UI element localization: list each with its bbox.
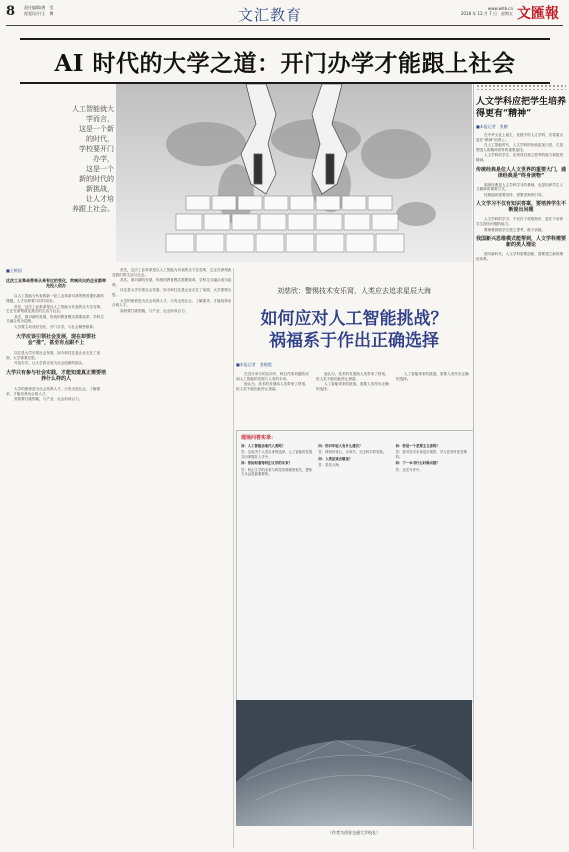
mid-title-line2: 祸福系于作出正确选择 [269, 331, 439, 351]
paragraph: 阅读经典是人文学科学习的基础，也是培养学生人文精神的重要方式。 [476, 182, 564, 192]
quote-line: 新挑战， [86, 185, 114, 193]
quote-line: 新的时代的 [79, 175, 114, 183]
mid-title-line1: 如何应对人工智能挑战？ [260, 309, 448, 329]
qa-question: 问：下一本书什么时候出版？ [395, 461, 440, 466]
quote-line: 学校要开门 [79, 145, 114, 153]
paragraph: 经典阅读需要坚持，需要老师的引导。 [484, 192, 546, 197]
paragraph: 大学的使命是为社会培养人才，只有走进社会、了解需求，才能培养出合格人才。 [6, 387, 101, 396]
article-column-left [6, 268, 106, 403]
paragraph: 他认为，技术的发展给人类带来了舒适，但人类不能因此停止探索。 [316, 372, 389, 381]
page-number: 8 [6, 4, 16, 19]
author-byline: ■王树国 [6, 268, 22, 273]
quote-line: 办学， [93, 155, 114, 163]
subheading: 我国新兴思维模式能帮到，人文学科需要新的类人理论 [476, 236, 567, 249]
headline-box [20, 38, 550, 84]
editor-credits [24, 5, 53, 17]
paragraph: 人工智能带来的挑战，需要人类作出正确的选择。 [316, 382, 389, 391]
qa-column [396, 444, 469, 478]
qa-answer: 答：我对技术本身是乐观的，对人性有时是悲观的。 [395, 450, 467, 459]
mid-body [236, 362, 472, 392]
header-date-block [461, 6, 513, 17]
mid-subtitle: 刘慈欣：警惕技术安乐窝，人类应去追求星辰大海 [277, 287, 431, 295]
hero-illustration [116, 84, 472, 262]
site-url: www.whb.cn [487, 6, 513, 11]
paragraph: 面对新时代，人文学科需要创新，需要建立新的理论体系。 [476, 252, 564, 261]
globe-illustration [236, 700, 472, 838]
column-divider [473, 84, 474, 849]
paragraph: 首先，这次工业革命是以人工智能为代表的全方位变革，它正在深刻改变我们的生活与社会。 [6, 304, 104, 314]
qa-question: 问：你对年轻人有什么建议？ [318, 444, 363, 448]
paragraph: 高校要打破围墙，与产业、社会形成合力。 [120, 308, 189, 313]
paragraph: 在人工智能时代，人文学科的价值更加凸显，它是塑造人的精神世界的重要途径。 [476, 143, 564, 152]
paragraph: 高校要打破围墙，与产业、社会形成合力。 [14, 397, 83, 402]
paragraph: 大学要主动适应变化，开门办学，与社会紧密联系。 [14, 324, 97, 329]
masthead-logo: 文匯報 [517, 6, 559, 22]
paragraph: 在中华文化上诞生、发展中的人文学科，应将重点放在“精神”培养上。 [476, 133, 564, 142]
robot-keyboard-illustration [116, 84, 472, 262]
quote-line: 让人才培 [86, 195, 114, 203]
qa-column [241, 444, 314, 478]
quote-line: 这是一个 [86, 165, 114, 173]
sidebar-article [476, 84, 566, 849]
quote-line: 学而言， [86, 115, 114, 123]
editor-line: 责任编辑/唐 莹 [24, 5, 54, 10]
qa-question: 问：你是一个悲观主义者吗？ [395, 444, 440, 448]
paragraph: 人文学科的学习，不仅在于获取知识，更在于培养学生提出问题的能力。 [476, 217, 564, 226]
glowing-earth-image [236, 700, 472, 826]
paragraph: 大学的使命是为社会培养人才，只有走进社会、了解需求，才能培养出合格人才。 [112, 298, 232, 308]
qa-question: 问：人工智能会取代人类吗？ [241, 444, 286, 448]
main-headline: AI 时代的大学之道：开门办学才能跟上社会 [54, 49, 516, 77]
qa-answer: 答：保持好奇心，多读书，关注科学的发展。 [318, 450, 387, 455]
paragraph: 首先，这次工业革命是以人工智能为代表的全方位变革，它正在深刻改变我们的生活与社会。 [112, 268, 232, 277]
quote-line: 的时代， [86, 135, 114, 143]
paragraph: 教师要鼓励学生独立思考，敢于质疑。 [484, 227, 546, 232]
sidebar-byline: ■本报记者 张鹏 [476, 124, 508, 129]
mid-column [236, 372, 312, 392]
subheading: 人文学习不仅有知识答案，要培养学生不断提出问题 [476, 201, 567, 214]
dotted-divider [476, 84, 566, 90]
quote-line: 人工智能就大 [72, 105, 114, 113]
qa-question: 问：人类应该去哪里？ [318, 456, 353, 461]
subheading: 大学只有参与社会实践，才能知道真正需要培养什么样的人 [6, 369, 107, 382]
quote-line: 养跟上社会。 [72, 205, 114, 213]
globe-caption: （作者为西安交通大学校长） [328, 830, 380, 835]
paragraph: 其次，面对新的发展，传统的教育模式需要改革，学科交叉融合成为趋势。 [6, 314, 104, 324]
qa-box [236, 430, 474, 702]
qa-column [318, 444, 391, 478]
qa-title: 现场问答实录： [241, 435, 277, 441]
paragraph: 以人工智能为代表的新一轮工业革命对高等教育提出新的课题。人才培养要与时代同步。 [6, 294, 104, 303]
pull-quote [6, 104, 114, 254]
paragraph: 在近日举行的活动中，科幻作家刘慈欣谈到人工智能的发展与人类的未来。 [236, 372, 309, 381]
mid-column [396, 372, 472, 392]
paragraph: 人文学科的学生，应该具有独立思考的能力和批判精神。 [476, 153, 564, 162]
section-name: 文汇教育 [238, 6, 303, 24]
paragraph: 他认为，技术的发展给人类带来了舒适，但人类不能因此停止探索。 [236, 382, 309, 391]
paragraph: 人工智能带来的挑战，需要人类作出正确的选择。 [396, 372, 469, 381]
paragraph: 开放办学，让大学真正成为社会创新的源头。 [14, 361, 86, 366]
paragraph: 以往是大学引领社会发展，如今却往往是企业走在了前面，大学需要反思。 [6, 350, 101, 360]
sidebar-body [476, 133, 566, 261]
header-rule [6, 25, 563, 26]
qa-answer: 答：科幻文学的未来与科技发展紧密相关，想象力永远是最重要的。 [241, 467, 313, 477]
mid-byline: ■本报记者 金婉霞 [236, 362, 272, 367]
mid-columns [236, 372, 472, 392]
lead-summary: 这次工业革命带来从来有过的变化，吹响风尖的企业都率先投入创办 [6, 278, 106, 289]
article-column-left-2 [112, 268, 232, 314]
quote-line: 这是一个新 [79, 125, 114, 133]
mid-article-header [236, 286, 472, 352]
subheading: 传统经典是位人人文世界的重要大门，通读经典是“终身读物” [476, 166, 567, 179]
qa-question: 问：你如何看待科幻文学的未来？ [241, 461, 292, 466]
qa-columns [237, 444, 473, 478]
column-divider [233, 268, 234, 848]
qa-answer: 答：星辰大海。 [318, 463, 343, 468]
page-header [0, 0, 569, 26]
issue-date: 2018 年 12 月 7 日 星期五 [460, 11, 513, 16]
qa-answer: 答：还在写作中。 [395, 467, 423, 472]
sidebar-title: 人文学科应把学生培养得更有“精神” [476, 97, 567, 119]
paragraph: 其次，面对新的发展，传统的教育模式需要改革，学科交叉融合成为趋势。 [112, 278, 232, 287]
designer-line: 视觉设计/王 博 [24, 11, 54, 16]
qa-answer: 答：这取决于人类自身的选择，人工智能的发展方向掌握在人手中。 [241, 450, 313, 459]
subheading: 大学应该引领社会发展，现在却要社会“推”，甚至有点跟不上 [15, 333, 96, 346]
paragraph: 以往是大学引领社会发展，如今却往往是企业走在了前面，大学需要反思。 [112, 288, 232, 297]
mid-column [316, 372, 392, 392]
